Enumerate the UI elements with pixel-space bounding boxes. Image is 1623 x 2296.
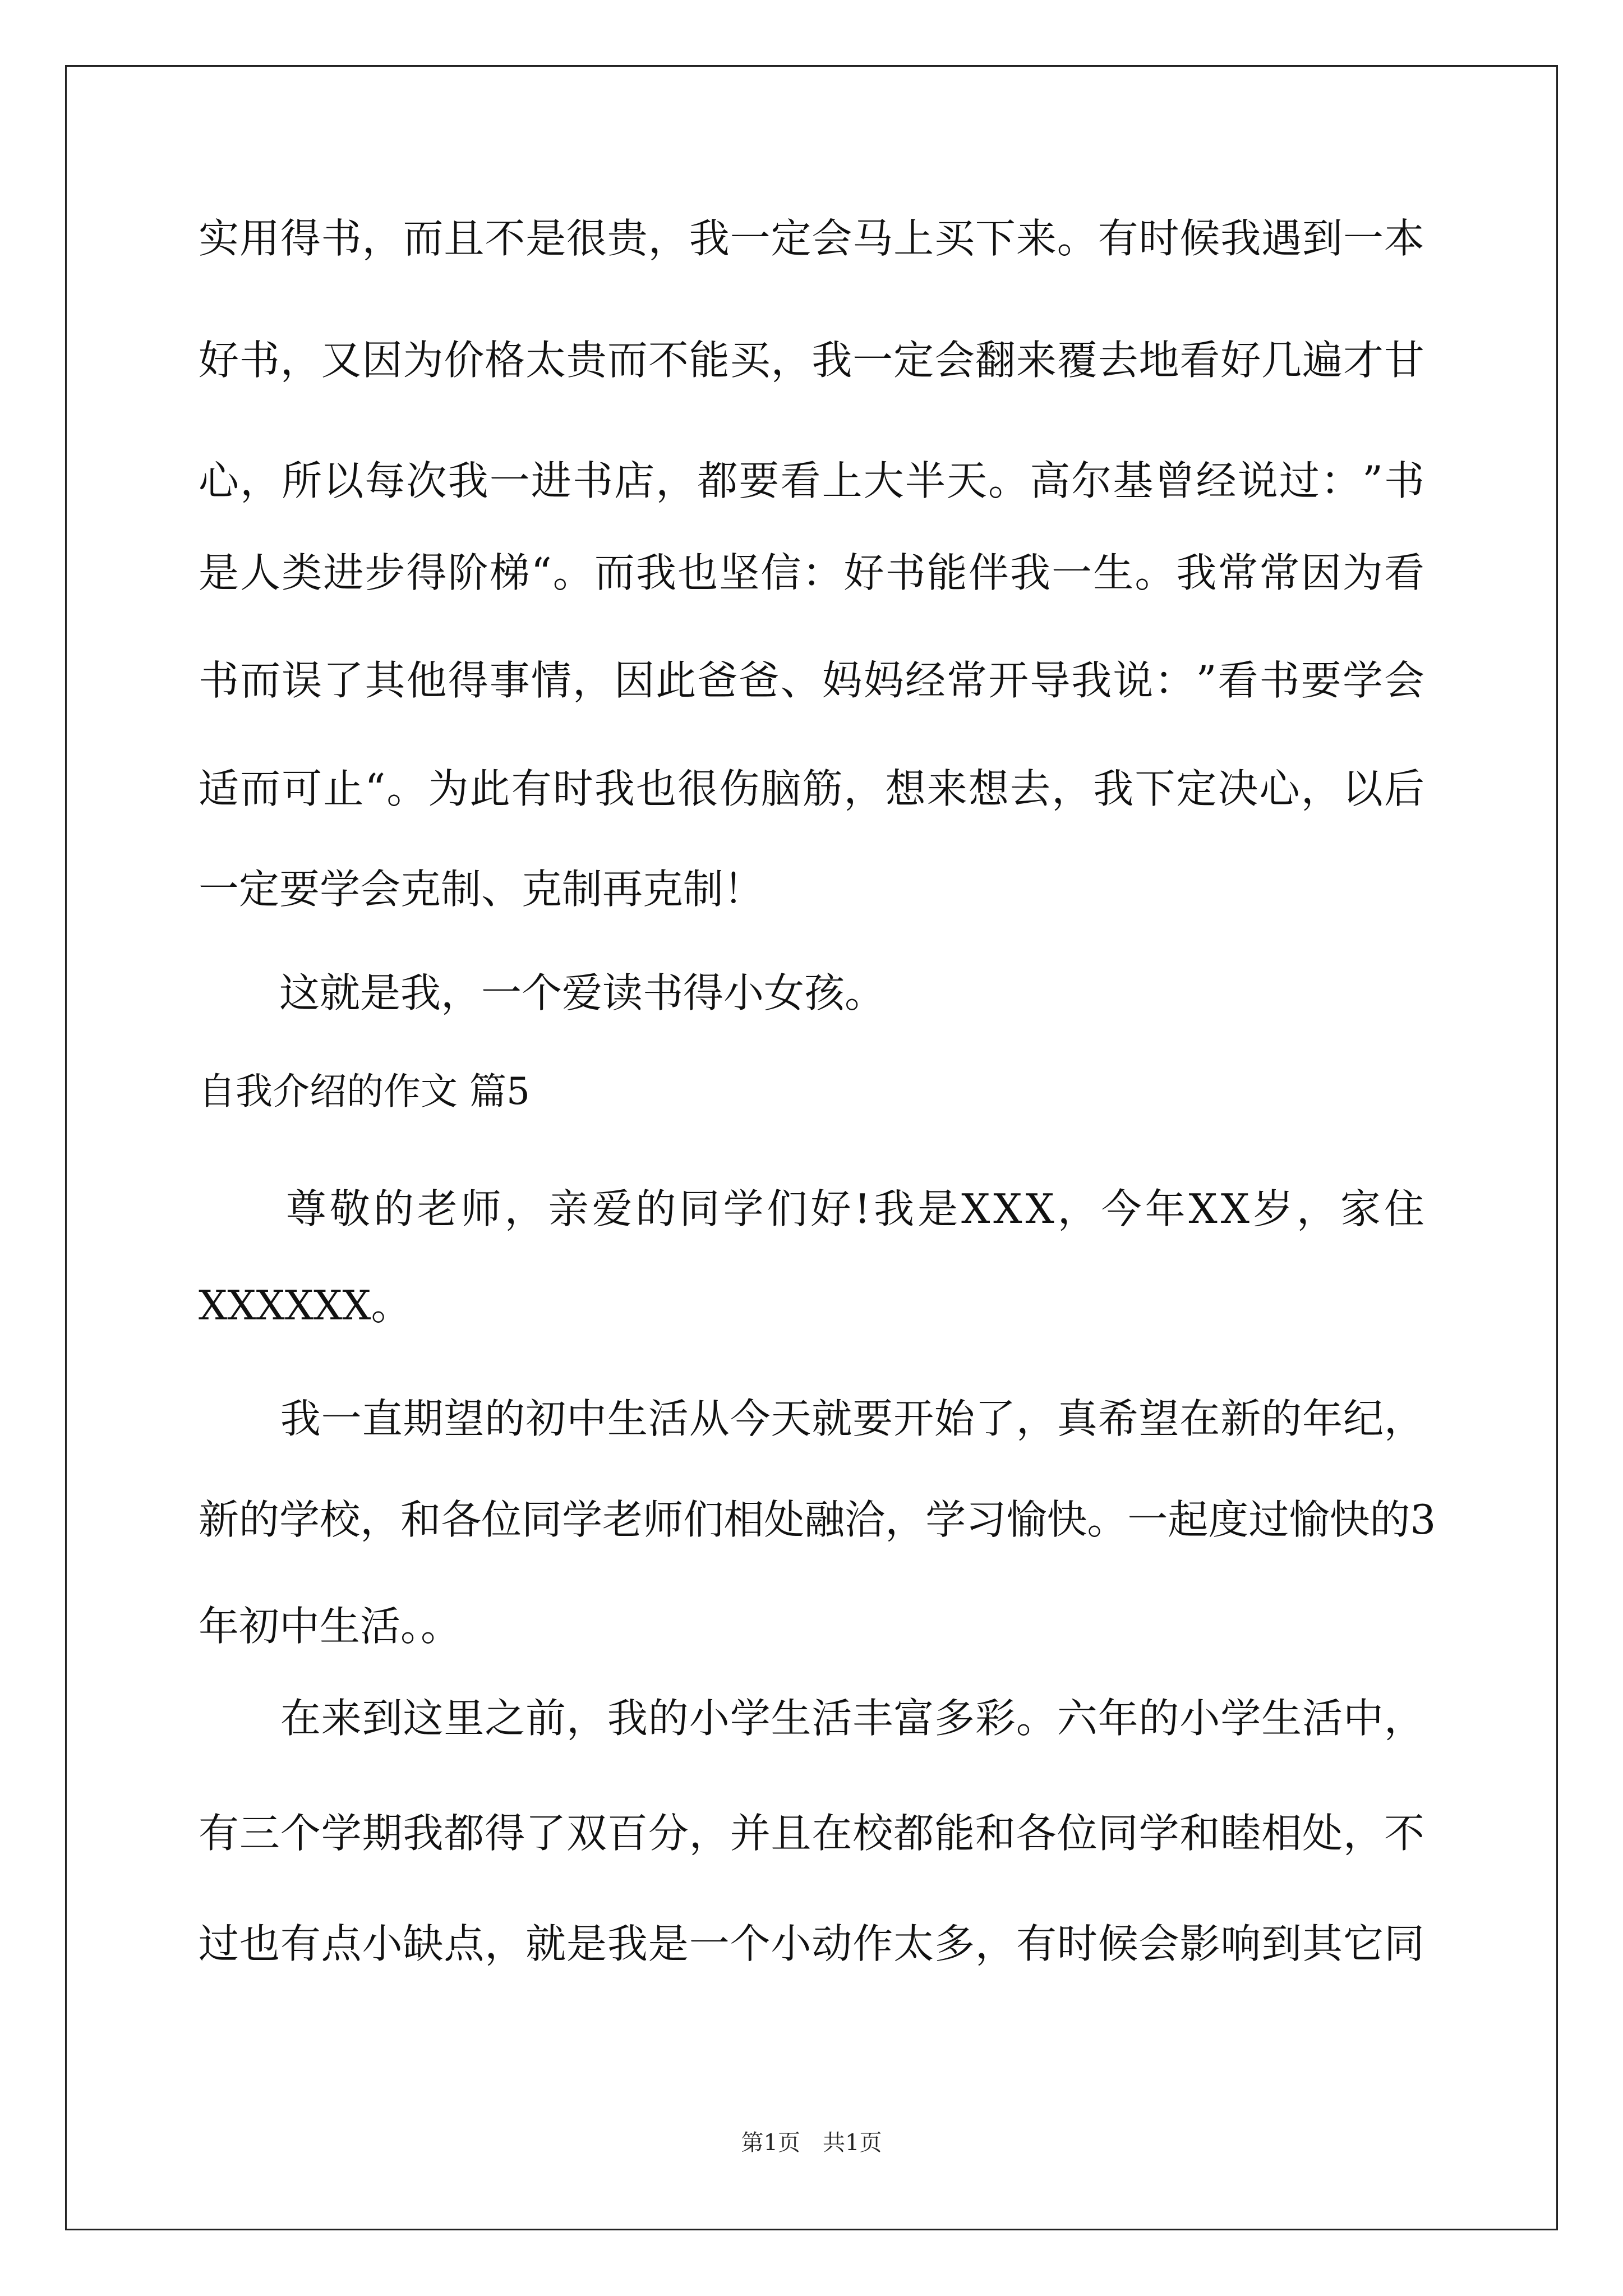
- text-line: 心 ， 所 以 每 次 我 一 进 书 店 ， 都 要 看 上 大 半 天 。 高 尔 基 曾 经 说 过 ： ” 书: [199, 457, 1424, 504]
- text-line: 在 来 到 这 里 之 前 ， 我 的 小 学 生 活 丰 富 多 彩 。 六 年 的 小 学 生 活 中 ，: [280, 1695, 1424, 1742]
- text-line: 这就是我，一个爱读书得小女孩。: [199, 969, 886, 1016]
- text-line: 实 用 得 书 ， 而 且 不 是 很 贵 ， 我 一 定 会 马 上 买 下 来 。 有 时 候 我 遇 到 一 本: [199, 215, 1424, 262]
- text-line: 新 的 学 校 ， 和 各 位 同 学 老 师 们 相 处 融 洽 ， 学 习 愉 快 。 一 起 度 过 愉 快 的 3: [199, 1496, 1436, 1543]
- text-line: 适 而 可 止 “ 。 为 此 有 时 我 也 很 伤 脑 筋 ， 想 来 想 去 ， 我 下 定 决 心 ， 以 后: [199, 765, 1424, 812]
- text-line: 一定要学会克制、克制再克制！: [199, 866, 764, 913]
- text-line: 尊 敬 的 老 师 ， 亲 爱 的 同 学 们 好 ! 我 是 X X X ， 今 年 X X 岁 ， 家 住: [285, 1185, 1424, 1232]
- text-line: XXXXXX。: [199, 1282, 412, 1329]
- text-line: 我 一 直 期 望 的 初 中 生 活 从 今 天 就 要 开 始 了 ， 真 希 望 在 新 的 年 纪 ，: [280, 1395, 1424, 1442]
- text-line: 过 也 有 点 小 缺 点 ， 就 是 我 是 一 个 小 动 作 太 多 ， 有 时 候 会 影 响 到 其 它 同: [199, 1920, 1424, 1967]
- text-line: 年初中生活。。: [199, 1603, 462, 1650]
- page-border: [65, 65, 1558, 2230]
- text-line: 书 而 误 了 其 他 得 事 情 ， 因 此 爸 爸 、 妈 妈 经 常 开 导 我 说 ： ” 看 书 要 学 会: [199, 657, 1424, 704]
- text-line: 好 书 ， 又 因 为 价 格 太 贵 而 不 能 买 ， 我 一 定 会 翻 来 覆 去 地 看 好 几 遍 才 甘: [199, 337, 1424, 384]
- text-line: 有 三 个 学 期 我 都 得 了 双 百 分 ， 并 且 在 校 都 能 和 各 位 同 学 和 睦 相 处 ， 不: [199, 1810, 1424, 1857]
- section-heading: 自我介绍的作文 篇5: [199, 1070, 530, 1113]
- page-number-footer: 第1页 共1页: [741, 2130, 882, 2156]
- text-line: 是 人 类 进 步 得 阶 梯 “ 。 而 我 也 坚 信 ： 好 书 能 伴 我 一 生 。 我 常 常 因 为 看: [199, 549, 1424, 596]
